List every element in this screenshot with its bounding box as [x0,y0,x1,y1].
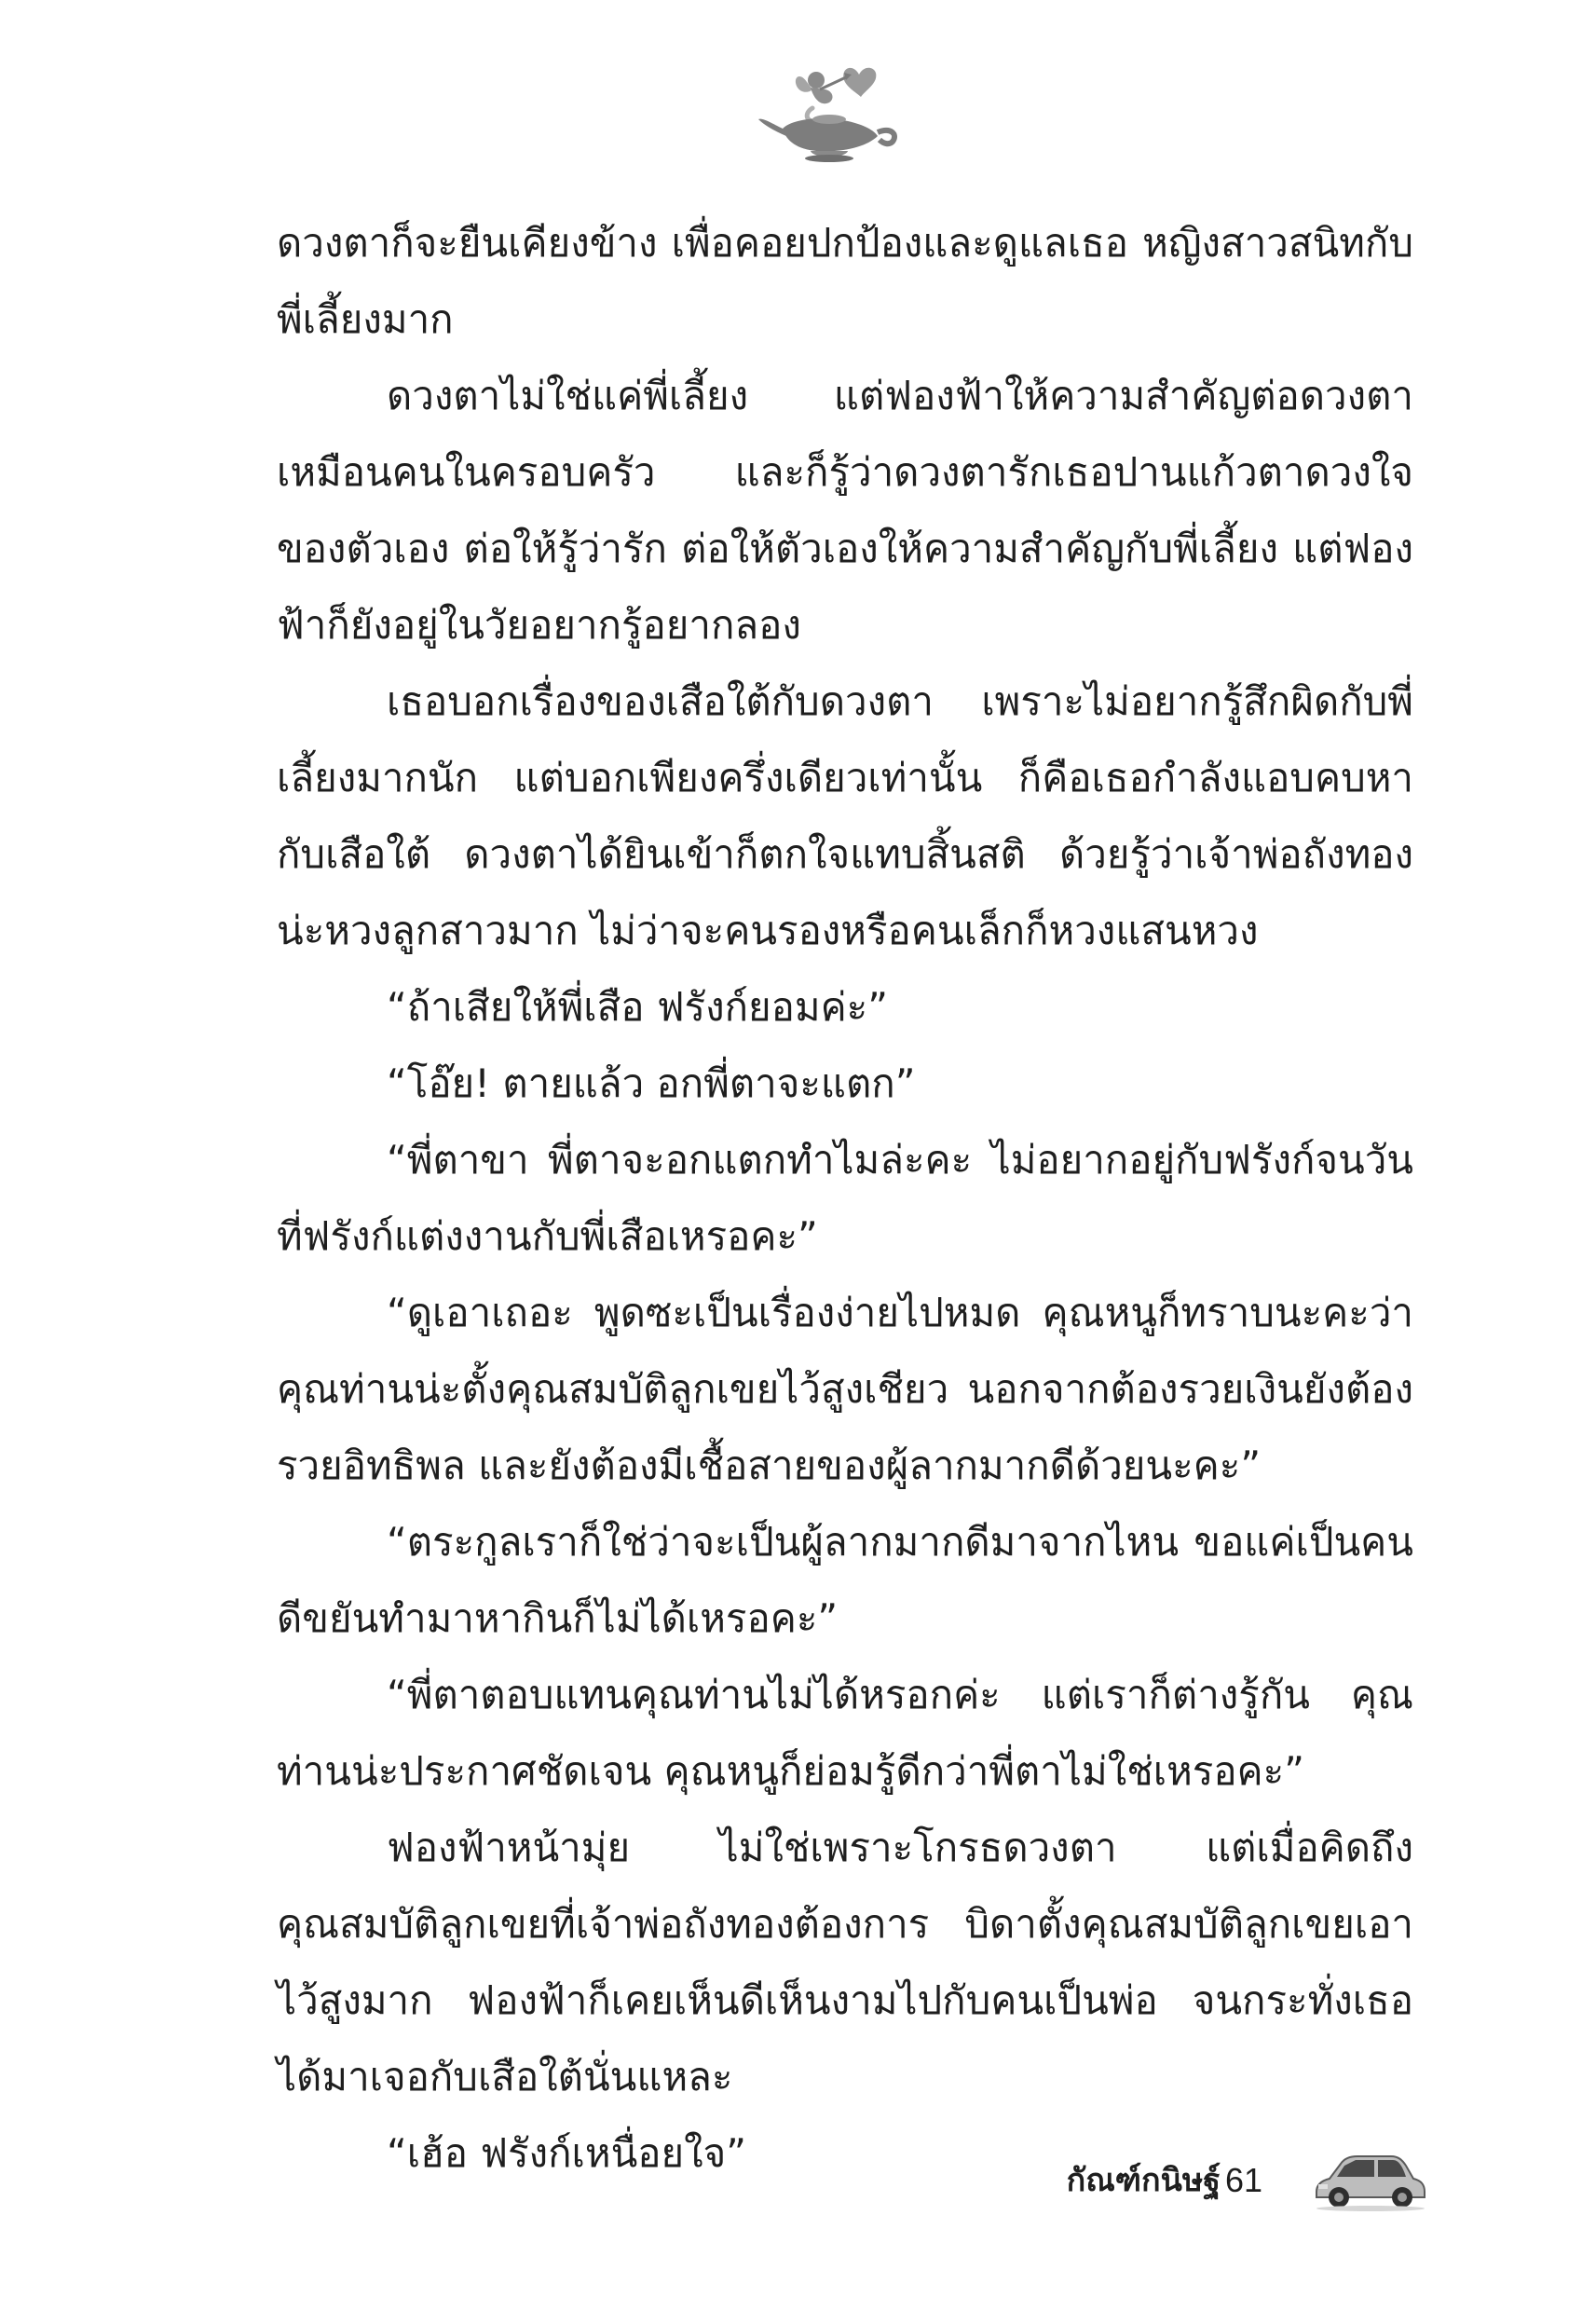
paragraph-1: ดวงตาก็จะยืนเคียงข้าง เพื่อคอยปกป้องและดูแลเธอ หญิงสาวสนิทกับพี่เลี้ยงมาก [277,220,1413,342]
genie-lamp-icon [755,54,904,166]
page-number: 61 [1225,2161,1263,2199]
dialogue-line-3: “พี่ตาขา พี่ตาจะอกแตกทำไมล่ะคะ ไม่อยากอยู่กับฟรังก์จนวันที่ฟรังก์แต่งงานกับพี่เสือเหรอคะ” [277,1137,1413,1259]
car-icon [1309,2147,1430,2212]
dialogue-line-4: “ดูเอาเถอะ พูดซะเป็นเรื่องง่ายไปหมด คุณหนูก็ทราบนะคะว่าคุณท่านน่ะตั้งคุณสมบัติลูกเขยไว้สูงเชียว นอกจากต้องรวยเงินยังต้องรวยอิทธิพล และยังต้องมีเชื้อสายของผู้ลากมากดีด้วยนะคะ” [277,1290,1413,1488]
paragraph-3: เธอบอกเรื่องของเสือใต้กับดวงตา เพราะไม่อยากรู้สึกผิดกับพี่เลี้ยงมากนัก แต่บอกเพียงครึ่งเดียวเท่านั้น ก็คือเธอกำลังแอบคบหากับเสือใต้ ดวงตาได้ยินเข้าก็ตกใจแทบสิ้นสติ ด้วยรู้ว่าเจ้าพ่อถังทองน่ะหวงลูกสาวมาก ไม่ว่าจะคนรองหรือคนเล็กก็หวงแสนหวง [277,678,1413,953]
book-title: กัณฑ์กนิษฐ์ [1066,2162,1221,2199]
body-text [277,205,1413,2192]
dialogue-line-1: “ถ้าเสียให้พี่เสือ ฟรังก์ยอมค่ะ” [387,984,888,1030]
dialogue-line-5: “ตระกูลเราก็ใช่ว่าจะเป็นผู้ลากมากดีมาจากไหน ขอแค่เป็นคนดีขยันทำมาหากินก็ไม่ได้เหรอคะ” [277,1519,1413,1641]
dialogue-line-2: “โอ๊ย! ตายแล้ว อกพี่ตาจะแตก” [387,1060,916,1106]
paragraph-4: ฟองฟ้าหน้ามุ่ย ไม่ใช่เพราะโกรธดวงตา แต่เมื่อคิดถึงคุณสมบัติลูกเขยที่เจ้าพ่อถังทองต้องการ บิดาตั้งคุณสมบัติลูกเขยเอาไว้สูงมาก ฟองฟ้าก็เคยเห็นดีเห็นงามไปกับคนเป็นพ่อ จนกระทั่งเธอได้มาเจอกับเสือใต้นั่นแหละ [277,1825,1413,2099]
dialogue-line-7: “เฮ้อ ฟรังก์เหนื่อยใจ” [387,2130,747,2176]
page-footer [988,2145,1435,2220]
dialogue-line-6: “พี่ตาตอบแทนคุณท่านไม่ได้หรอกค่ะ แต่เราก็ต่างรู้กัน คุณท่านน่ะประกาศชัดเจน คุณหนูก็ย่อมรู้ดีกว่าพี่ตาไม่ใช่เหรอคะ” [277,1672,1413,1794]
paragraph-2: ดวงตาไม่ใช่แค่พี่เลี้ยง แต่ฟองฟ้าให้ความสำคัญต่อดวงตาเหมือนคนในครอบครัว และก็รู้ว่าดวงตารักเธอปานแก้วตาดวงใจของตัวเอง ต่อให้รู้ว่ารัก ต่อให้ตัวเองให้ความสำคัญกับพี่เลี้ยง แต่ฟองฟ้าก็ยังอยู่ในวัยอยากรู้อยากลอง [277,373,1413,648]
